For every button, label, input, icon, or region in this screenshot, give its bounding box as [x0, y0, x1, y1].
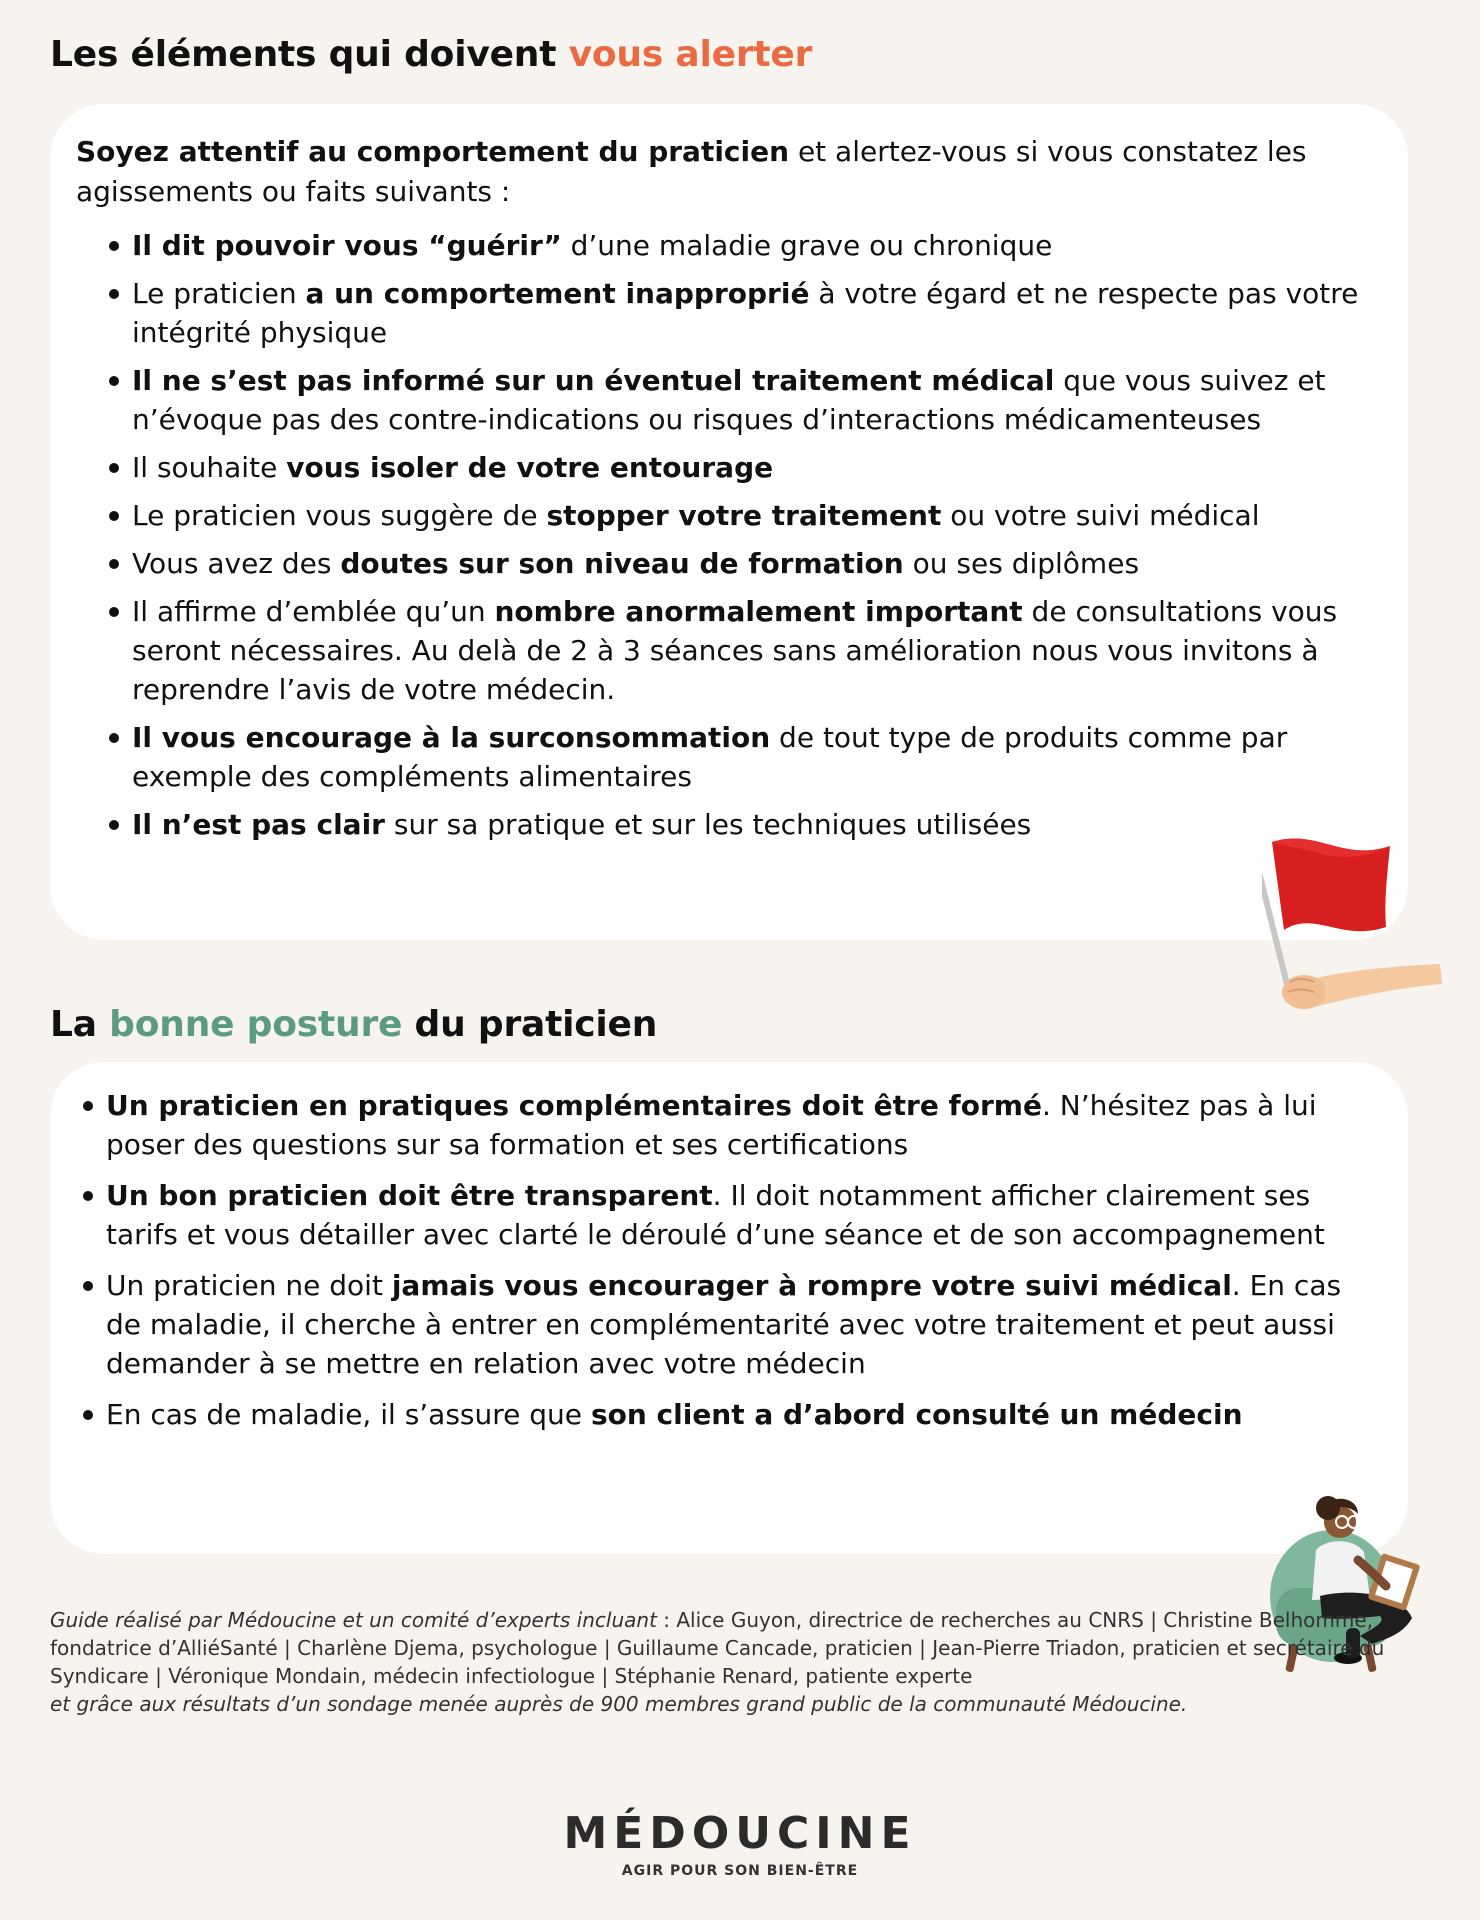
bullet-icon [109, 511, 119, 521]
item-text-bold: Il n’est pas clair [132, 808, 385, 841]
list-item [76, 226, 1368, 265]
item-text-post: de tout type de produits comme par exemple des compléments alimentaires [132, 721, 1288, 793]
credits-intro: Guide réalisé par Médoucine et un comité d’experts incluant [50, 1608, 657, 1632]
item-text-post: à votre égard et ne respecte pas votre intégrité physique [132, 277, 1359, 349]
bullet-icon [109, 376, 119, 386]
title-prefix: La [50, 1004, 110, 1045]
credits-survey: et grâce aux résultats d’un sondage menée auprès de 900 membres grand public de la communauté Médoucine. [50, 1692, 1188, 1716]
item-text-bold: Il vous encourage à la surconsommation [132, 721, 771, 754]
posture-card [50, 1062, 1408, 1554]
credits [50, 1606, 1430, 1718]
list-item [76, 448, 1368, 487]
item-text-pre: Le praticien [132, 277, 306, 310]
intro-bold: Soyez attentif au comportement du praticien [76, 135, 790, 168]
intro-rest: et alertez-vous si vous constatez les agissements ou faits suivants : [76, 135, 1307, 208]
item-text-post: de consultations vous seront nécessaires. Au delà de 2 à 3 séances sans amélioration nous vous invitons à reprendre l’avis de votre médecin. [132, 595, 1338, 706]
list-item [76, 544, 1368, 583]
list-item [76, 592, 1368, 709]
bullet-icon [83, 1191, 93, 1201]
bullet-icon [83, 1281, 93, 1291]
item-text-bold: nombre anormalement important [494, 595, 1023, 628]
item-text-pre: Vous avez des [132, 547, 341, 580]
item-text-pre: En cas de maladie, il s’assure que [106, 1398, 591, 1431]
item-text-pre: Il affirme d’emblée qu’un [132, 595, 495, 628]
posture-list [76, 1086, 1368, 1434]
logo-wordmark: MÉDOUCINE [563, 1808, 917, 1859]
item-text-pre: Le praticien vous suggère de [132, 499, 547, 532]
item-text-bold: doutes sur son niveau de formation [340, 547, 904, 580]
credits-experts: : Alice Guyon, directrice de recherches au CNRS | Christine Belhomme, fondatrice d’AlliéSanté | Charlène Djema, psychologue | Guillaume Cancade, praticien | Jean-Pierre Triadon, praticien et secrétaire du Syndicare | Véronique Mondain, médecin infectiologue | Stéphanie Renard, patiente experte [50, 1608, 1385, 1688]
item-text-bold: jamais vous encourager à rompre votre suivi médical [391, 1269, 1232, 1302]
list-item [76, 496, 1368, 535]
section-title-alerts [50, 34, 812, 75]
bullet-icon [109, 607, 119, 617]
bullet-icon [109, 463, 119, 473]
item-text-bold: a un comportement inapproprié [305, 277, 810, 310]
item-text-bold: stopper votre traitement [546, 499, 942, 532]
item-text-bold: son client a d’abord consulté un médecin [590, 1398, 1243, 1431]
title-accent: bonne posture [109, 1004, 403, 1045]
alerts-card [50, 104, 1408, 940]
bullet-icon [109, 820, 119, 830]
item-text-pre: Un praticien ne doit [106, 1269, 392, 1302]
item-text-post: que vous suivez et n’évoque pas des contre-indications ou risques d’interactions médicamenteuses [132, 364, 1326, 436]
list-item [76, 718, 1368, 796]
alerts-list [76, 226, 1368, 844]
item-text-post: . N’hésitez pas à lui poser des questions sur sa formation et ses certifications [106, 1089, 1317, 1161]
item-text-bold: vous isoler de votre entourage [286, 451, 774, 484]
title-accent: vous alerter [568, 34, 813, 75]
list-item [76, 805, 1368, 844]
list-item [76, 361, 1368, 439]
item-text-post: ou votre suivi médical [941, 499, 1260, 532]
bullet-icon [83, 1410, 93, 1420]
title-suffix: du praticien [402, 1004, 658, 1045]
bullet-icon [109, 289, 119, 299]
title-prefix: Les éléments qui doivent [50, 34, 569, 75]
item-text-bold: Un bon praticien doit être transparent [106, 1179, 713, 1212]
list-item [76, 274, 1368, 352]
bullet-icon [109, 241, 119, 251]
item-text-post: . En cas de maladie, il cherche à entrer en complémentarité avec votre traitement et peut aussi demander à se mettre en relation avec votre médecin [106, 1269, 1342, 1380]
item-text-post: ou ses diplômes [903, 547, 1140, 580]
red-flag-icon [1262, 832, 1444, 1022]
item-text-post: sur sa pratique et sur les techniques utilisées [384, 808, 1032, 841]
list-item [76, 1266, 1368, 1383]
list-item [76, 1176, 1368, 1254]
item-text-bold: Il dit pouvoir vous “guérir” [132, 229, 562, 262]
logo-tagline: AGIR POUR SON BIEN-ÊTRE [621, 1863, 859, 1879]
item-text-bold: Un praticien en pratiques complémentaires doit être formé [106, 1089, 1042, 1122]
list-item [76, 1395, 1368, 1434]
medoucine-logo [0, 1808, 1480, 1879]
item-text-pre: Il souhaite [132, 451, 287, 484]
bullet-icon [109, 559, 119, 569]
bullet-icon [83, 1101, 93, 1111]
section-title-posture [50, 1004, 657, 1045]
alerts-intro [76, 132, 1368, 212]
item-text-post: d’une maladie grave ou chronique [561, 229, 1053, 262]
item-text-post: . Il doit notamment afficher clairement ses tarifs et vous détailler avec clarté le déroulé d’une séance et de son accompagnement [106, 1179, 1325, 1251]
list-item [76, 1086, 1368, 1164]
bullet-icon [109, 733, 119, 743]
item-text-bold: Il ne s’est pas informé sur un éventuel traitement médical [132, 364, 1055, 397]
